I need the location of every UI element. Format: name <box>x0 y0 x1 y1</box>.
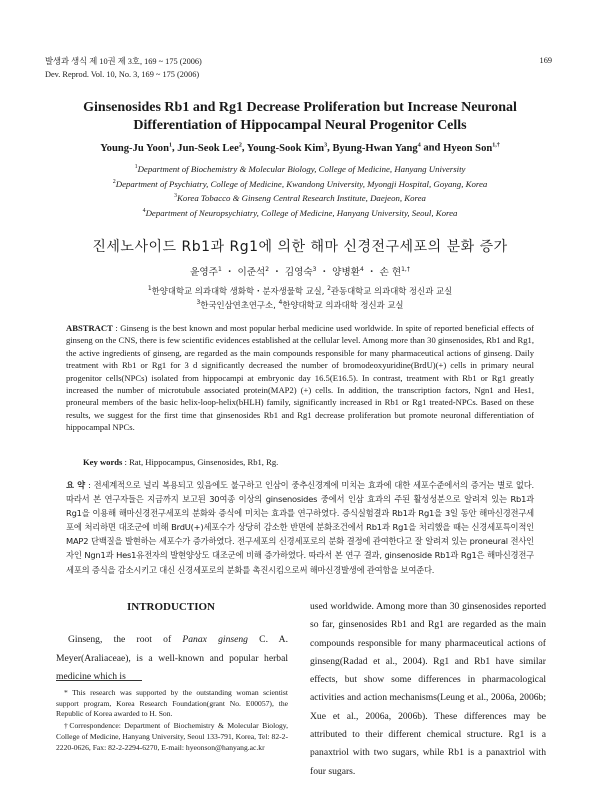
footnote-funding: * This research was supported by the outstanding woman scientist support program, Korea Research Foundation(grant No. E00057), the Republic of Korea awarded to H. Son. <box>56 688 288 719</box>
author: Young-Ju Yoon$^1$ <box>100 142 172 154</box>
abstract-label: ABSTRACT <box>66 323 113 333</box>
introduction-right-column: used worldwide. Among more than 30 ginsenosides reported so far, ginsenosides Rb1 and Rg1 are regarded as the main compounds responsible for many pharmaceutical actions of ginseng(Radad et al., 2004). Rg1 and Rb1 have similar effects, but show some differences in pharmacological activities and action mechanisms(Leung et al., 2006a, 2006b; Xue et al., 2006a, 2006b). These differences may be attributed to their different chemical structure. Rg1 is a panaxtriol with two sugars, while Rb1 is a panaxtriol with four sugars. <box>310 601 546 777</box>
keywords-text: : Rat, Hippocampus, Ginsenosides, Rb1, Rg. <box>122 457 279 467</box>
author: Jun-Seok Lee$^2$ <box>177 142 242 154</box>
affiliation: $^2$Department of Psychiatry, College of Medicine, Kwandong University, Myongji Hospital, Goyang, Korea <box>112 178 488 189</box>
korean-abstract <box>66 478 534 577</box>
footnote-correspondence: †Correspondence: Department of Biochemistry & Molecular Biology, College of Medicine, Hanyang University, Seoul 133-791, Korea, Tel: 82-2-2220-0626, Fax: 82-2-2294-6270, E-mail: hyeonson@hanyang.ac.kr <box>56 721 289 752</box>
affiliation: $^1$Department of Biochemistry & Molecular Biology, College of Medicine, Hanyang University <box>134 163 466 174</box>
korean-author-list: 윤영주$^1$ ・ 이준석$^2$ ・ 김영숙$^3$ ・ 양병환$^4$ ・ 손 현$^{1,\dagger}$ <box>190 265 410 278</box>
keywords <box>83 457 278 467</box>
running-header-korean: 발생과 생식 제 10권 제 3호, 169 ~ 175 (2006) <box>45 57 202 66</box>
introduction-heading: INTRODUCTION <box>126 601 215 613</box>
korean-affiliation-line-2: $^3$한국인삼연초연구소, $^4$한양대학교 의과대학 정신과 교실 <box>196 299 404 310</box>
korean-abstract-text: : 전세계적으로 널리 복용되고 있음에도 불구하고 인삼이 중추신경계에 미치는 효과에 대한 세포수준에서의 증거는 별로 없다. 따라서 본 연구자들은 지금까지 보고된 30여종 이상의 ginsenosides 중에서 인삼 효과의 주된 활성성분으로 알려져 있는 Rb1과 Rg1을 이용해 해마신경전구세포의 분화와 증식에 미치는 효과를 연구하였다. 증식실험결과 Rb1과 Rg1을 3일 동안 해마신경전구세포에 처리하면 대조군에 비해 BrdU(+)세포수가 상당히 감소한 반면에 분화조건에서 Rb1과 Rg1을 처리했을 때는 신경세포특이적인 MAP2 단백질을 발현하는 세포수가 증가하였다. 전구세포의 신경세포로의 분화 결정에 관여한다고 잘 알려져 있는 proneural 전사인자인 Ngn1과 Hes1유전자의 발현양상도 대조군에 비해 증가하였다. 따라서 본 연구 결과, ginsenoside Rb1과 Rg1은 해마신경전구세포의 증식을 감소시키고 대신 신경세포로의 분화를 촉진시킴으로써 해마신경발생에 관여함을 보여준다. <box>66 480 534 575</box>
abstract <box>66 322 534 434</box>
affiliation-list <box>40 161 560 220</box>
affiliation: $^3$Korea Tobacco & Ginseng Central Research Institute, Daejeon, Korea <box>174 193 426 204</box>
footnotes <box>56 688 288 754</box>
paper-title-line-1: Ginsenosides Rb1 and Rg1 Decrease Proliferation but Increase Neuronal <box>83 100 517 115</box>
korean-abstract-label: 요 약 <box>66 480 85 490</box>
footnote-divider <box>56 680 142 681</box>
paper-title-line-2: Differentiation of Hippocampal Neural Progenitor Cells <box>133 118 467 133</box>
keywords-label: Key words <box>83 457 123 467</box>
introduction-left-column: Ginseng, the root of Panax ginseng C. A. Meyer(Araliaceae), is a well-known and popular herbal medicine which is <box>56 634 288 682</box>
affiliation: $^4$Department of Neuropsychiatry, College of Medicine, Hanyang University, Seoul, Korea <box>142 207 458 218</box>
author: Hyeon Son$^{1,\dagger}$ <box>443 142 500 154</box>
korean-affiliation-line-1: $^1$한양대학교 의과대학 생화학・분자생물학 교실, $^2$관동대학교 의과대학 정신과 교실 <box>147 285 453 296</box>
page-number: 169 <box>539 56 552 65</box>
korean-title: 진세노사이드 Rb1과 Rg1에 의한 해마 신경전구세포의 분화 증가 <box>92 239 508 255</box>
author-list: Young-Ju Yoon$^1$, Jun-Seok Lee$^2$, Young-Sook Kim$^3$, Byung-Hwan Yang$^4$ and Hyeon Son$^{1,\dagger}$ <box>100 142 500 154</box>
running-header <box>45 56 202 81</box>
author: Byung-Hwan Yang$^4$ <box>332 142 421 154</box>
author: Young-Sook Kim$^3$ <box>246 142 328 154</box>
paper-title <box>40 99 560 135</box>
running-header-english: Dev. Reprod. Vol. 10, No. 3, 169 ~ 175 (2006) <box>45 69 200 79</box>
abstract-text: : Ginseng is the best known and most popular herbal medicine used worldwide. In spite of reported beneficial effects of ginseng on the CNS, there is few scientific evidences established at the cellular level. Among more than 30 ginsenosides, Rb1 and Rg1, the active ingredients of ginseng, are regarded as the main compounds responsible for many pharmaceutical actions of ginseng. Daily treatment with Rb1 or Rg1 for 3 d significantly decreased the number of bromodeoxyuridine(BrdU)(+) cells in primary neural progenitor cells(NPCs) isolated from hippocampi at embryonic day 16.5(E16.5). In contrast, treatment with Rb1 or Rg1 greatly increased the number of microtubule associated protein(MAP2) (+) cells. In addition, the transcription factors, Ngn1 and Hes1, proneural members of the basic helix-loop-helix(bHLH) family, significantly increased in Rb1 or Rg1 treated-NPCs. Based on these results, we suggest for the first time that ginsenosides Rb1 and Rg1 decrease proliferation but promote neuronal differentiation of hippocampal NPCs. <box>66 323 534 433</box>
